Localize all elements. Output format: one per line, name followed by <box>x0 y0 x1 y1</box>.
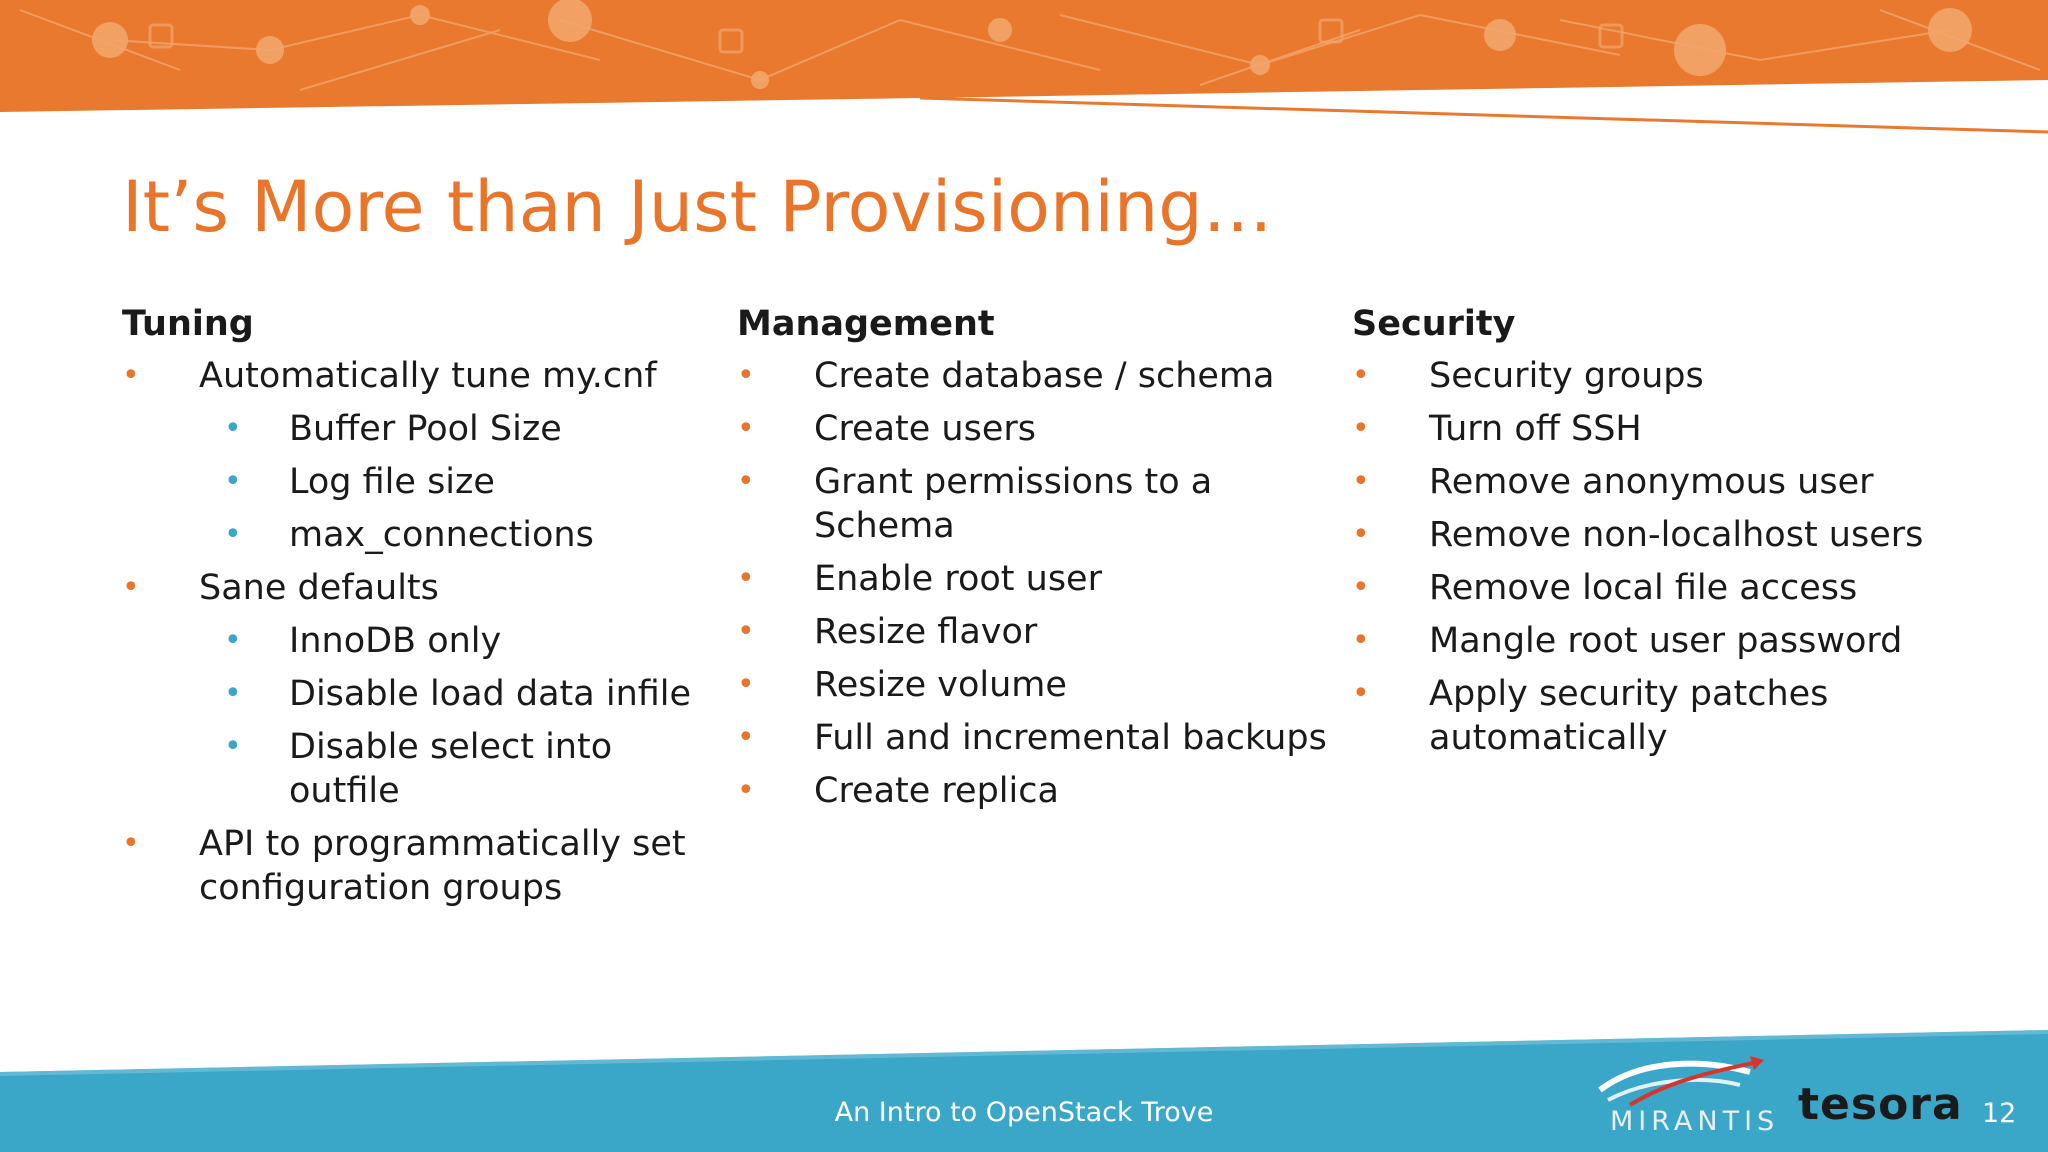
sub-bullet-list <box>122 407 712 557</box>
column-heading: Security <box>1352 304 1516 344</box>
list-item-text: Enable root user <box>814 559 1102 599</box>
bullet-icon: • <box>1352 676 1370 711</box>
bullet-icon: • <box>122 358 140 393</box>
list-item-text: Mangle root user password <box>1429 621 1903 661</box>
list-item-text: Remove local file access <box>1429 568 1858 608</box>
list-item <box>1352 672 2012 760</box>
list-item <box>1352 407 2012 451</box>
bullet-icon: • <box>737 561 755 596</box>
bullet-icon: • <box>224 623 242 658</box>
list-item <box>1352 460 2012 504</box>
sub-list-item-text: max_connections <box>289 515 594 555</box>
list-item <box>737 354 1337 398</box>
list-item <box>737 769 1337 813</box>
list-item <box>737 460 1337 548</box>
sub-list-item-text: Buffer Pool Size <box>289 409 562 449</box>
bullet-icon: • <box>737 358 755 393</box>
list-item <box>1352 566 2012 610</box>
list-item <box>737 557 1337 601</box>
list-item <box>1352 354 2012 398</box>
list-item-text: Remove anonymous user <box>1429 462 1874 502</box>
list-item <box>122 566 712 813</box>
sub-list-item <box>122 725 712 813</box>
bullet-icon: • <box>737 667 755 702</box>
bullet-icon: • <box>737 614 755 649</box>
list-item <box>737 407 1337 451</box>
list-item-text: Apply security patches automatically <box>1429 674 1829 758</box>
sub-list-item <box>122 672 712 716</box>
column-heading: Tuning <box>122 304 254 344</box>
list-item <box>122 354 712 557</box>
sub-list-item-text: Disable select into outfile <box>289 727 613 811</box>
column-security <box>1352 300 2012 769</box>
column-heading: Management <box>737 304 995 344</box>
bullet-icon: • <box>737 464 755 499</box>
bullet-icon: • <box>737 773 755 808</box>
sub-list-item-text: InnoDB only <box>289 621 502 661</box>
list-item <box>122 822 712 910</box>
slide-title: It’s More than Just Provisioning… <box>122 166 1273 248</box>
bullet-icon: • <box>224 464 242 499</box>
sub-list-item-text: Log file size <box>289 462 495 502</box>
list-item-text: Security groups <box>1429 356 1704 396</box>
list-item-text: Sane defaults <box>199 568 439 608</box>
bullet-list <box>1352 354 2012 760</box>
footer-presentation-title: An Intro to OpenStack Trove <box>834 1097 1214 1128</box>
list-item-text: Resize volume <box>814 665 1067 705</box>
bullet-icon: • <box>1352 517 1370 552</box>
list-item-text: Create users <box>814 409 1036 449</box>
sub-list-item <box>122 407 712 451</box>
header-banner <box>0 0 2048 135</box>
bullet-icon: • <box>224 411 242 446</box>
bullet-icon: • <box>224 676 242 711</box>
list-item <box>737 610 1337 654</box>
bullet-icon: • <box>1352 570 1370 605</box>
list-item-text: Create database / schema <box>814 356 1275 396</box>
tesora-logo: tesora <box>1798 1079 1963 1130</box>
list-item <box>1352 513 2012 557</box>
column-management <box>737 300 1337 822</box>
sub-list-item-text: Disable load data infile <box>289 674 692 714</box>
bullet-icon: • <box>224 517 242 552</box>
list-item-text: Create replica <box>814 771 1059 811</box>
bullet-list <box>122 354 712 910</box>
list-item-text: Grant permissions to a Schema <box>814 462 1213 546</box>
column-tuning <box>122 300 712 919</box>
sub-bullet-list <box>122 619 712 813</box>
bullet-list <box>737 354 1337 813</box>
list-item-text: Automatically tune my.cnf <box>199 356 657 396</box>
bullet-icon: • <box>1352 358 1370 393</box>
list-item <box>737 716 1337 760</box>
bullet-icon: • <box>122 826 140 861</box>
list-item-text: Full and incremental backups <box>814 718 1327 758</box>
bullet-icon: • <box>1352 411 1370 446</box>
mirantis-logo-text: MIRANTIS <box>1610 1106 1780 1137</box>
sub-list-item <box>122 460 712 504</box>
list-item-text: Resize flavor <box>814 612 1038 652</box>
bullet-icon: • <box>737 720 755 755</box>
bullet-icon: • <box>1352 623 1370 658</box>
list-item-text: Turn off SSH <box>1429 409 1642 449</box>
bullet-icon: • <box>737 411 755 446</box>
bullet-icon: • <box>1352 464 1370 499</box>
sub-list-item <box>122 513 712 557</box>
page-number: 12 <box>1982 1098 2017 1129</box>
sub-list-item <box>122 619 712 663</box>
list-item-text: API to programmatically set configuration groups <box>199 824 686 908</box>
bullet-icon: • <box>122 570 140 605</box>
list-item-text: Remove non-localhost users <box>1429 515 1924 555</box>
list-item <box>1352 619 2012 663</box>
list-item <box>737 663 1337 707</box>
bullet-icon: • <box>224 729 242 764</box>
